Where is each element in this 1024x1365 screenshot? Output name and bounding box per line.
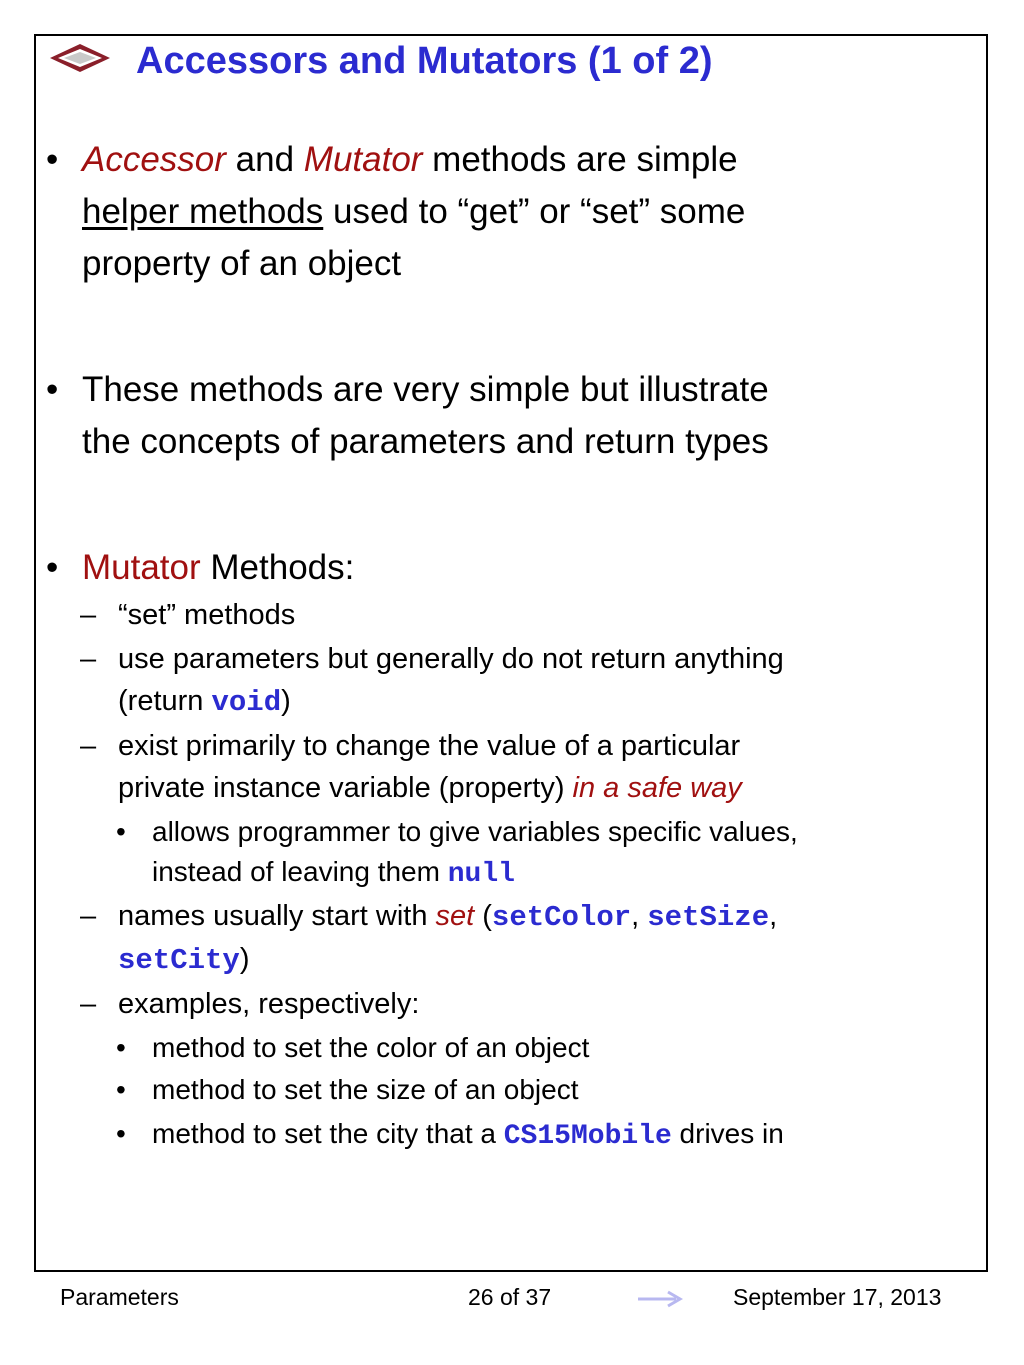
footer-page-number: 26 of 37 bbox=[468, 1284, 552, 1310]
sub-bullet-set-methods: – “set” methods bbox=[80, 599, 296, 631]
example-size: • method to set the size of an object bbox=[116, 1074, 579, 1105]
sub-sub-bullet-allows-line-2: instead of leaving them null bbox=[152, 856, 515, 890]
slide-title: Accessors and Mutators (1 of 2) bbox=[136, 40, 713, 82]
sub-sub-bullet-allows-line-1: • allows programmer to give variables specific values, bbox=[116, 816, 798, 847]
sub-bullet-exist-line-1: – exist primarily to change the value of a particular bbox=[80, 730, 741, 762]
sub-bullet-parameters-line-2: (return void) bbox=[118, 685, 291, 719]
set-prefix-term: set bbox=[435, 900, 475, 932]
bullet-2-line-2: the concepts of parameters and return types bbox=[82, 422, 769, 461]
cs15mobile-code: CS15Mobile bbox=[503, 1121, 672, 1152]
sub-bullet-parameters-line-1: – use parameters but generally do not return anything bbox=[80, 643, 784, 675]
setColor-code: setColor bbox=[491, 901, 632, 934]
mutator-term: Mutator bbox=[303, 140, 423, 179]
sub-bullet-exist-line-2: private instance variable (property) in a safe way bbox=[118, 772, 742, 804]
safe-way-phrase: in a safe way bbox=[572, 772, 742, 804]
example-color: • method to set the color of an object bbox=[116, 1032, 590, 1063]
footer-date: September 17, 2013 bbox=[733, 1284, 942, 1310]
accessor-term: Accessor bbox=[82, 140, 226, 179]
bullet-2-line-1: • These methods are very simple but illustrate bbox=[46, 370, 769, 409]
sub-bullet-names-line-2: setCity) bbox=[118, 943, 250, 977]
diamond-icon bbox=[48, 40, 112, 76]
setCity-code: setCity bbox=[118, 944, 240, 977]
setSize-code: setSize bbox=[647, 901, 770, 934]
example-city: • method to set the city that a CS15Mobile drives in bbox=[116, 1118, 784, 1152]
bullet-1-line-2: helper methods used to “get” or “set” some bbox=[82, 192, 746, 231]
mutator-heading-term: Mutator bbox=[82, 548, 201, 587]
sub-bullet-names-line-1: – names usually start with set (setColor, setSize, bbox=[80, 900, 778, 934]
right-arrow-icon[interactable] bbox=[636, 1290, 684, 1308]
helper-methods-term: helper methods bbox=[82, 192, 324, 231]
bullet-3-heading: • Mutator Methods: bbox=[46, 548, 355, 587]
null-keyword: null bbox=[447, 859, 515, 890]
bullet-1-line-1: • Accessor and Mutator methods are simple bbox=[46, 140, 738, 179]
bullet-1-line-3: property of an object bbox=[82, 244, 402, 283]
sub-bullet-examples: – examples, respectively: bbox=[80, 988, 420, 1020]
void-keyword: void bbox=[211, 686, 282, 719]
footer-title: Parameters bbox=[60, 1284, 179, 1310]
